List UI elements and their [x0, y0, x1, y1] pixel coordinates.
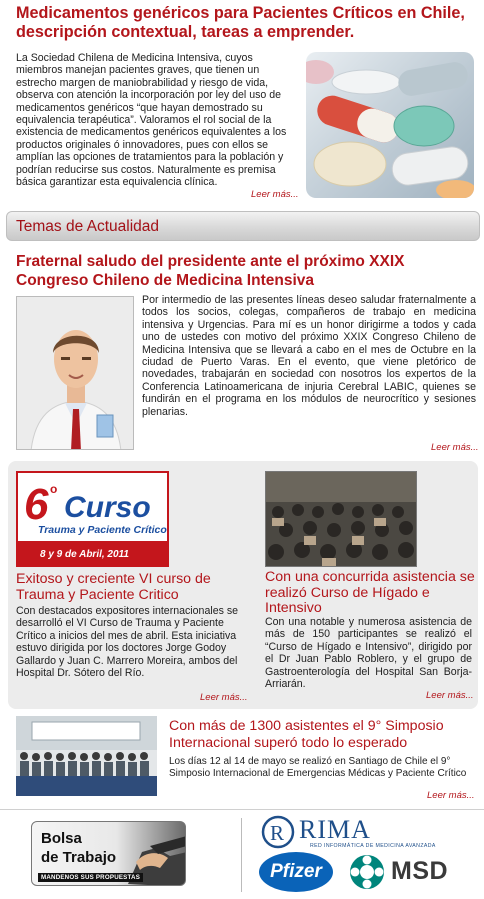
msd-emblem-icon: [347, 854, 387, 890]
pfizer-logo[interactable]: Pfizer: [259, 852, 333, 892]
audience-photo[interactable]: [265, 471, 417, 567]
footer-divider: [0, 809, 484, 810]
curso-logo-subtitle: Trauma y Paciente Crítico: [38, 524, 167, 536]
curso-logo-number: 6: [24, 480, 49, 529]
curso-logo-illustration: [18, 473, 167, 565]
president-read-more-link[interactable]: Leer más...: [431, 442, 479, 453]
simposio-group-illustration: [16, 716, 157, 796]
simposio-article-paragraph: Los días 12 al 14 de mayo se realizó en Santiago de Chile el 9° Simposio Internacional de Emergencias Médicas y Paciente Crítico: [169, 756, 467, 780]
simposio-read-more-link[interactable]: Leer más...: [427, 790, 475, 801]
president-article-paragraph: Por intermedio de las presentes líneas deseo saludar fraternalmente a todos los socios, colegas, compañeros de trabajo en medicina intensiva y Urgencias. Para mí es un honor dirigirme a todos y cada uno de ustedes con motivo del próximo XXIX Congreso Chileno de Medicina Intensiva que se llevará a cabo en el mes de Octubre en la ciudad de Puerto Varas. En el evento, que viene pletórico de novedades, trabajarán en sociedad con nosotros los expertos de la Conferencia Latinoamericana de injuria Cerebral LABIC, quienes se fundirán en el programa en los módulos de neurocrítico y sesiones plenarias.: [142, 294, 476, 418]
curso-read-more-link[interactable]: Leer más...: [200, 692, 248, 703]
curso-trauma-logo[interactable]: [16, 471, 169, 567]
pills-image[interactable]: [306, 52, 474, 198]
bolsa-line-2: de Trabajo: [41, 849, 117, 866]
hero-title[interactable]: Medicamentos genéricos para Pacientes Críticos en Chile, descripción contextual, tareas a emprender.: [16, 4, 465, 41]
pills-illustration: [306, 52, 474, 198]
simposio-photo[interactable]: [16, 716, 157, 796]
hero-read-more-link[interactable]: Leer más...: [251, 189, 299, 200]
higado-article-title[interactable]: Con una concurrida asistencia se realizó Curso de Hígado e Intensivo: [265, 569, 475, 616]
president-portrait-illustration: [17, 297, 134, 450]
msd-wordmark: MSD: [391, 857, 449, 885]
curso-article-title[interactable]: Exitoso y creciente VI curso de Trauma y Paciente Critico: [16, 571, 211, 603]
bolsa-de-trabajo-banner[interactable]: [31, 821, 186, 886]
rima-subtitle: RED INFORMÁTICA DE MEDICINA AVANZADA: [310, 843, 436, 849]
bolsa-tagline: MANDENOS SUS PROPUESTAS: [38, 873, 143, 882]
section-header-label: Temas de Actualidad: [16, 218, 160, 235]
president-photo[interactable]: [16, 296, 134, 450]
curso-logo-word: Curso: [64, 491, 151, 524]
hero-paragraph: La Sociedad Chilena de Medicina Intensiva, cuyos miembros manejan pacientes graves, que tienen un estrecho margen de maniobrabilidad y riesgo de vida, observa con atención la incorporación por ley del uso de medicamentos genéricos “que hayan demostrado su equivalencia terapéutica”. Valoramos el rol social de la existencia de medicamentos genéricos equivalentes a los productos originales ó innovadores, pues con ellos se amplían las opciones de tratamientos para la población y podrían reducirse sus costos. Naturalmente es premisa básica garantizar esta equivalencia clínica.: [16, 52, 287, 189]
curso-logo-ordinal: o: [50, 482, 58, 496]
section-header-bar: [6, 211, 480, 241]
audience-illustration: [266, 472, 417, 567]
footer-vertical-divider: [241, 818, 242, 892]
curso-logo-date: 8 y 9 de Abril, 2011: [40, 549, 129, 560]
rima-logo[interactable]: [261, 815, 461, 849]
curso-article-paragraph: Con destacados expositores internacionales se desarrolló el VI Curso de Trauma y Paciente Crítico a inicios del mes de abril. Esta iniciativa estuvo dirigida por los doctores Jorge Godoy Gallardo y Juan C. Marrero Moreira, ambos del Hospital Dr. Sótero del Río.: [16, 605, 239, 680]
bolsa-line-1: Bolsa: [41, 830, 82, 847]
svg-text:R: R: [270, 821, 285, 845]
higado-read-more-link[interactable]: Leer más...: [426, 690, 474, 701]
simposio-article-title[interactable]: Con más de 1300 asistentes el 9° Simposio Internacional superó todo lo esperado: [169, 718, 444, 751]
rima-r-icon: [261, 815, 297, 849]
rima-wordmark: RIMA: [299, 815, 371, 844]
president-article-title[interactable]: Fraternal saludo del presidente ante el próximo XXIX Congreso Chileno de Medicina Intensiva: [16, 253, 405, 289]
higado-article-paragraph: Con una notable y numerosa asistencia de más de 150 participantes se realizó el “Curso de Hígado e Intensivo”, dirigido por el Dr Juan Pablo Roblero, y el grupo de Gastroenterología del Hospital San Borja- Arriarán.: [265, 616, 472, 691]
msd-logo[interactable]: [347, 854, 467, 890]
